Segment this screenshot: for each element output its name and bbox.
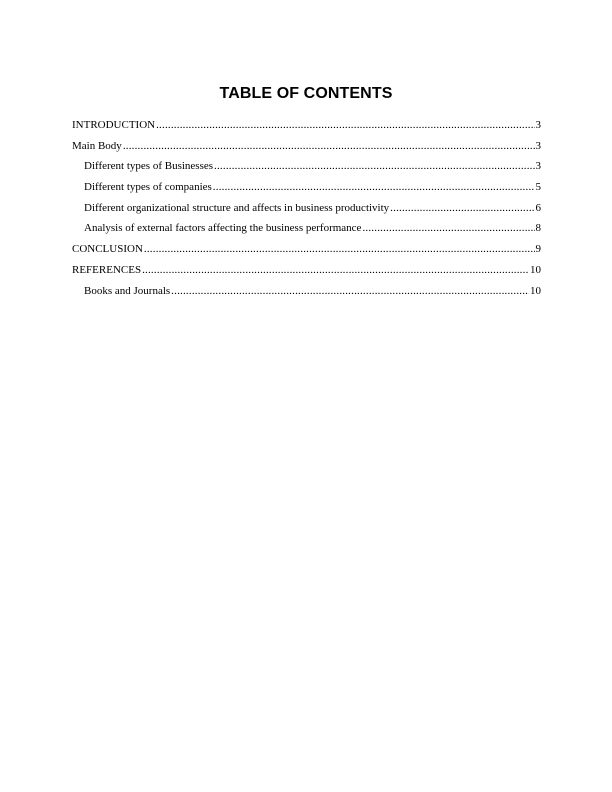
toc-page-number: 10 bbox=[530, 284, 541, 297]
toc-entry-introduction[interactable] bbox=[72, 115, 541, 136]
toc-entry-conclusion[interactable] bbox=[72, 239, 541, 260]
toc-page-number: 5 bbox=[535, 181, 541, 194]
toc-entry-label: Analysis of external factors affecting the business performance bbox=[84, 222, 362, 235]
toc-dot-leader bbox=[156, 115, 534, 136]
toc-page-number: 3 bbox=[535, 139, 541, 152]
toc-entry-external-factors[interactable] bbox=[72, 218, 541, 239]
toc-page-number: 8 bbox=[535, 222, 541, 235]
toc-dot-leader bbox=[362, 218, 534, 239]
table-of-contents bbox=[72, 115, 541, 301]
toc-entry-label: Different types of companies bbox=[84, 181, 212, 194]
toc-dot-leader bbox=[214, 156, 534, 177]
toc-page-number: 3 bbox=[535, 160, 541, 173]
toc-heading: TABLE OF CONTENTS bbox=[219, 85, 393, 102]
toc-entry-label: CONCLUSION bbox=[72, 243, 143, 256]
toc-dot-leader bbox=[171, 281, 529, 302]
toc-dot-leader bbox=[142, 260, 529, 281]
toc-entry-label: Different types of Businesses bbox=[84, 160, 214, 173]
toc-page-number: 3 bbox=[535, 119, 541, 131]
toc-entry-books-and-journals[interactable] bbox=[72, 281, 541, 302]
toc-page-number: 10 bbox=[530, 263, 541, 276]
toc-entry-label: INTRODUCTION bbox=[72, 119, 156, 131]
toc-entry-types-of-companies[interactable] bbox=[72, 177, 541, 198]
toc-page-number: 6 bbox=[535, 201, 541, 214]
toc-entry-label: REFERENCES bbox=[72, 263, 142, 276]
toc-entry-label: Main Body bbox=[72, 139, 122, 152]
toc-dot-leader bbox=[144, 239, 535, 260]
toc-entry-organizational-structure[interactable] bbox=[72, 198, 541, 219]
toc-entry-label: Books and Journals bbox=[84, 284, 171, 297]
toc-dot-leader bbox=[123, 136, 535, 157]
toc-entry-references[interactable] bbox=[72, 260, 541, 281]
toc-page-number: 9 bbox=[535, 243, 541, 256]
toc-entry-types-of-businesses[interactable] bbox=[72, 156, 541, 177]
toc-dot-leader bbox=[213, 177, 535, 198]
toc-entry-main-body[interactable] bbox=[72, 136, 541, 157]
toc-dot-leader bbox=[390, 198, 534, 219]
toc-entry-label: Different organizational structure and affects in business productivity bbox=[84, 201, 390, 214]
